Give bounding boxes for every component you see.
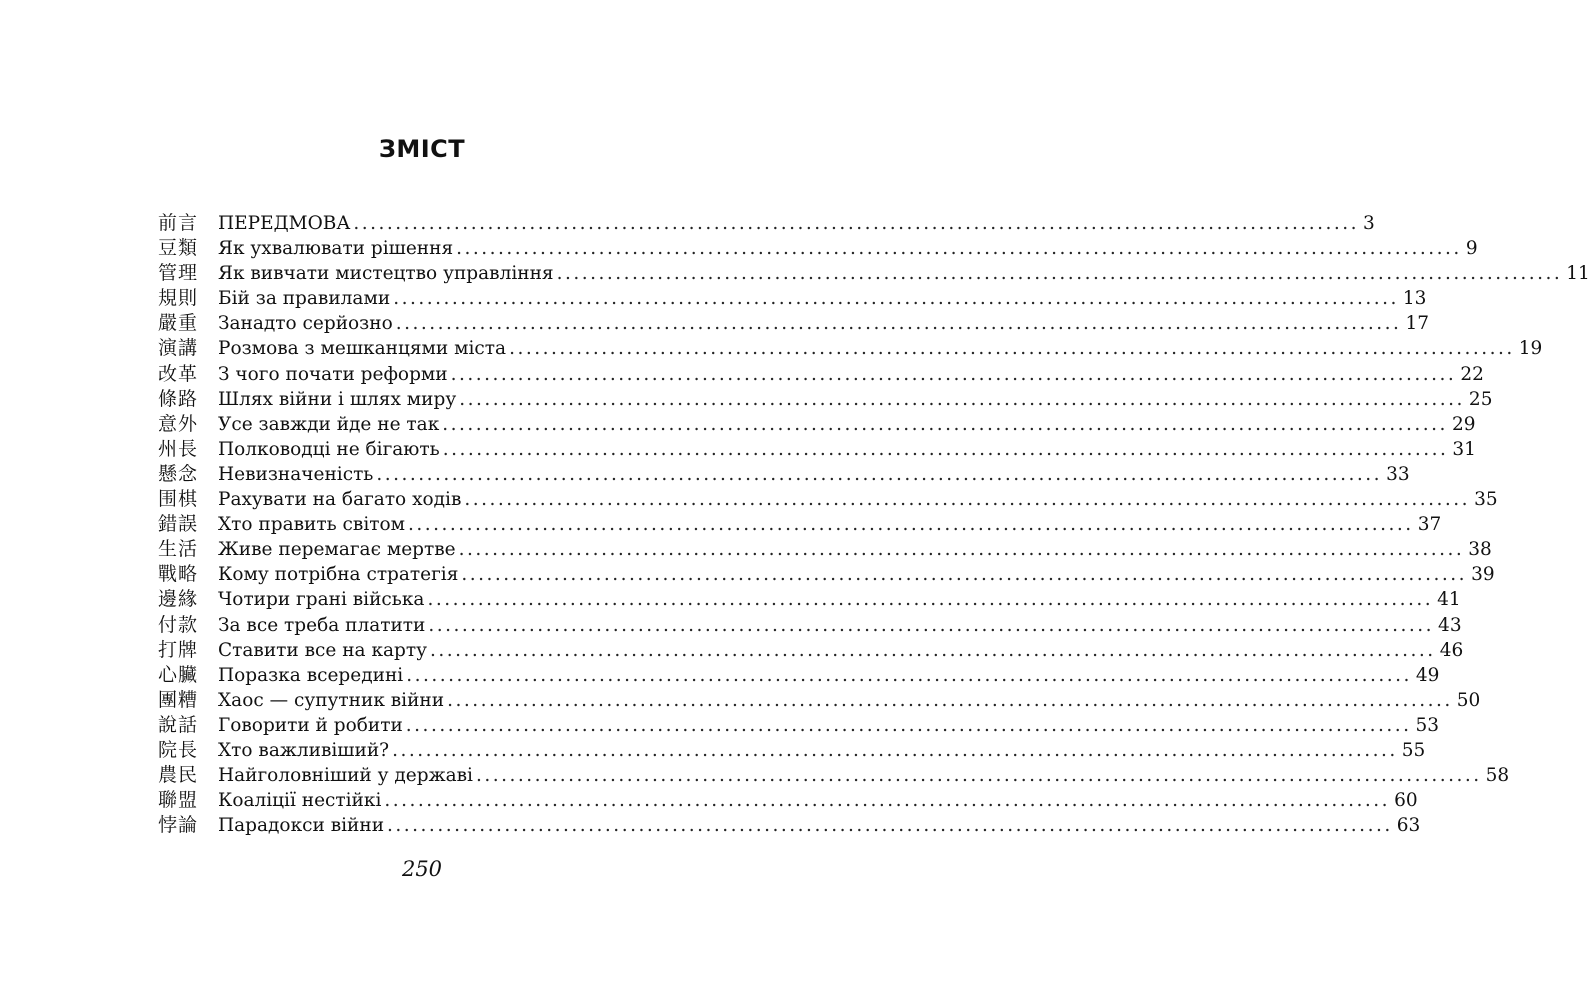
- toc-leader-dots: ........................................................................................................................: [393, 288, 1399, 310]
- toc-entry-page: 13: [1402, 288, 1427, 310]
- toc-entry[interactable]: [158, 788, 1418, 813]
- toc-entry-cjk-glyphs: 管理: [158, 262, 199, 285]
- toc-entry-page: 50: [1456, 689, 1481, 711]
- toc-entry-page: 55: [1401, 739, 1426, 761]
- toc-entry-page: 38: [1468, 539, 1492, 561]
- toc-leader-dots: ........................................................................................................................: [442, 438, 1449, 460]
- toc-entry-cjk-glyphs: 悖論: [158, 814, 199, 837]
- toc-entry-title: Полководці не бігають: [218, 438, 440, 460]
- toc-entry[interactable]: [158, 236, 1478, 261]
- toc-entry-title: Живе перемагає мертве: [218, 539, 456, 561]
- toc-entry-page: 29: [1451, 413, 1476, 435]
- toc-entry[interactable]: [158, 738, 1426, 763]
- toc-entry-cjk-glyphs: 围棋: [158, 488, 199, 511]
- toc-entry-title: Занадто серйозно: [218, 313, 393, 335]
- toc-entry-page: 3: [1363, 213, 1375, 234]
- toc-entry-cjk-glyphs: 規則: [158, 287, 199, 310]
- toc-leader-dots: ........................................................................................................................: [458, 539, 1465, 561]
- toc-entry-title: Розмова з мешканцями міста: [218, 338, 507, 360]
- toc-entry-cjk-glyphs: 前言: [158, 212, 199, 234]
- toc-leader-dots: ........................................................................................................................: [428, 614, 1435, 636]
- toc-entry[interactable]: [158, 763, 1510, 788]
- toc-entry[interactable]: [158, 387, 1493, 412]
- toc-entry-cjk-glyphs: 州長: [158, 437, 199, 460]
- toc-entry-cjk-glyphs: 演講: [158, 337, 199, 360]
- toc-entry[interactable]: [158, 336, 1543, 361]
- toc-entry[interactable]: [158, 813, 1421, 838]
- toc-entry-title: Як вивчати мистецтво управління: [218, 263, 554, 285]
- toc-entry-title: Чотири грані війська: [218, 589, 425, 611]
- toc-entry-cjk-glyphs: 戰略: [158, 563, 199, 586]
- toc-entry-page: 37: [1417, 514, 1442, 536]
- toc-leader-dots: ........................................................................................................................: [475, 765, 1482, 787]
- toc-entry-title: Кому потрібна стратегія: [218, 564, 459, 586]
- toc-entry-cjk-glyphs: 農民: [158, 764, 199, 787]
- toc-entry-title: Невизначеність: [218, 463, 374, 485]
- toc-entry[interactable]: [158, 663, 1440, 688]
- toc-entry-title: Найголовніший у державі: [218, 765, 473, 787]
- table-of-contents: [158, 211, 1590, 838]
- toc-entry[interactable]: [158, 362, 1484, 387]
- toc-entry[interactable]: [158, 562, 1495, 587]
- toc-leader-dots: ........................................................................................................................: [405, 714, 1412, 736]
- toc-entry-cjk-glyphs: 心臟: [158, 663, 199, 686]
- page-number: 250: [401, 857, 443, 881]
- toc-entry-page: 60: [1394, 790, 1418, 812]
- toc-entry-title: Говорити й робити: [218, 714, 403, 736]
- toc-entry-cjk-glyphs: 條路: [158, 387, 199, 410]
- toc-entry-title: Хаос — супутник війни: [218, 689, 445, 711]
- toc-entry-page: 35: [1474, 489, 1498, 511]
- toc-entry-cjk-glyphs: 說話: [158, 713, 199, 736]
- toc-entry-cjk-glyphs: 院長: [158, 738, 199, 761]
- toc-entry[interactable]: [158, 587, 1461, 612]
- toc-entry-title: Поразка всередині: [218, 664, 404, 686]
- toc-entry-page: 58: [1485, 765, 1510, 787]
- toc-entry-title: Рахувати на багато ходів: [218, 489, 462, 511]
- toc-entry-cjk-glyphs: 豆類: [158, 237, 199, 260]
- toc-entry-page: 49: [1415, 664, 1440, 686]
- toc-entry-title: Парадокси війни: [218, 815, 385, 837]
- toc-leader-dots: ........................................................................................................................: [395, 313, 1402, 335]
- toc-entry-title: Ставити все на карту: [218, 639, 428, 661]
- toc-leader-dots: ........................................................................................................................: [353, 213, 1360, 234]
- toc-entry-page: 43: [1438, 614, 1462, 636]
- toc-entry-page: 19: [1518, 338, 1543, 360]
- toc-entry-title: Шлях війни і шлях миру: [218, 388, 457, 410]
- toc-leader-dots: ........................................................................................................................: [427, 589, 1434, 611]
- toc-leader-dots: ........................................................................................................................: [392, 739, 1398, 761]
- toc-entry-page: 22: [1460, 363, 1484, 385]
- toc-entry-cjk-glyphs: 嚴重: [158, 312, 199, 335]
- toc-entry-page: 33: [1386, 463, 1410, 485]
- toc-entry[interactable]: [158, 311, 1429, 336]
- toc-leader-dots: ........................................................................................................................: [376, 463, 1383, 485]
- toc-entry[interactable]: [158, 537, 1492, 562]
- toc-leader-dots: ........................................................................................................................: [384, 790, 1391, 812]
- toc-leader-dots: ........................................................................................................................: [556, 263, 1563, 285]
- toc-leader-dots: ........................................................................................................................: [430, 639, 1436, 661]
- toc-entry-page: 25: [1468, 388, 1493, 410]
- toc-entry-title: Коаліції нестійкі: [218, 790, 382, 812]
- toc-entry-page: 41: [1437, 589, 1461, 611]
- toc-entry-title: Хто править світом: [218, 514, 406, 536]
- toc-entry[interactable]: [158, 261, 1590, 286]
- toc-entry-cjk-glyphs: 團糟: [158, 688, 199, 711]
- toc-entry-cjk-glyphs: 聯盟: [158, 789, 199, 812]
- toc-leader-dots: ........................................................................................................................: [447, 689, 1453, 711]
- toc-entry-page: 63: [1396, 815, 1421, 837]
- toc-leader-dots: ........................................................................................................................: [461, 564, 1468, 586]
- toc-entry-page: 11: [1566, 263, 1590, 285]
- toc-entry[interactable]: [158, 512, 1442, 537]
- toc-entry-title: Хто важливіший?: [218, 739, 390, 761]
- toc-entry[interactable]: [158, 613, 1462, 638]
- toc-entry-cjk-glyphs: 生活: [158, 538, 199, 561]
- toc-entry-cjk-glyphs: 意外: [158, 412, 199, 435]
- toc-entry[interactable]: [158, 462, 1410, 487]
- toc-entry-cjk-glyphs: 錯誤: [158, 513, 199, 536]
- toc-entry-title: Бій за правилами: [218, 288, 391, 310]
- toc-entry-cjk-glyphs: 懸念: [158, 462, 199, 485]
- toc-entry[interactable]: [158, 638, 1464, 663]
- toc-entry-page: 31: [1452, 438, 1476, 460]
- toc-entry-page: 46: [1439, 639, 1464, 661]
- toc-entry-page: 53: [1415, 714, 1440, 736]
- toc-entry-page: 39: [1471, 564, 1495, 586]
- toc-entry-title: Як ухвалювати рішення: [218, 238, 454, 260]
- toc-entry[interactable]: [158, 487, 1498, 512]
- toc-leader-dots: ........................................................................................................................: [456, 238, 1462, 260]
- toc-entry-title: З чого почати реформи: [218, 363, 448, 385]
- toc-entry[interactable]: [158, 688, 1481, 713]
- toc-entry-title: ПЕРЕДМОВА: [218, 213, 351, 234]
- toc-leader-dots: ........................................................................................................................: [459, 388, 1465, 410]
- toc-entry[interactable]: [158, 286, 1427, 311]
- toc-leader-dots: ........................................................................................................................: [408, 514, 1414, 536]
- toc-entry[interactable]: [158, 713, 1440, 738]
- page-title: ЗМІСТ: [378, 135, 466, 163]
- toc-entry-cjk-glyphs: 打牌: [158, 638, 199, 661]
- toc-entry-cjk-glyphs: 改革: [158, 362, 199, 385]
- toc-leader-dots: ........................................................................................................................: [464, 489, 1471, 511]
- toc-entry-page: 9: [1465, 238, 1478, 260]
- toc-entry-title: За все треба платити: [218, 614, 426, 636]
- toc-leader-dots: ........................................................................................................................: [450, 363, 1457, 385]
- toc-leader-dots: ........................................................................................................................: [509, 338, 1515, 360]
- toc-entry[interactable]: [158, 412, 1476, 437]
- toc-leader-dots: ........................................................................................................................: [442, 413, 1448, 435]
- toc-entry-cjk-glyphs: 付款: [158, 613, 199, 636]
- toc-entry-title: Усе завжди йде не так: [218, 413, 440, 435]
- toc-entry-page: 17: [1405, 313, 1429, 335]
- toc-leader-dots: ........................................................................................................................: [387, 815, 1393, 837]
- toc-entry-cjk-glyphs: 邊緣: [158, 588, 199, 611]
- toc-entry[interactable]: [158, 211, 1375, 236]
- toc-entry[interactable]: [158, 437, 1476, 462]
- toc-leader-dots: ........................................................................................................................: [406, 664, 1412, 686]
